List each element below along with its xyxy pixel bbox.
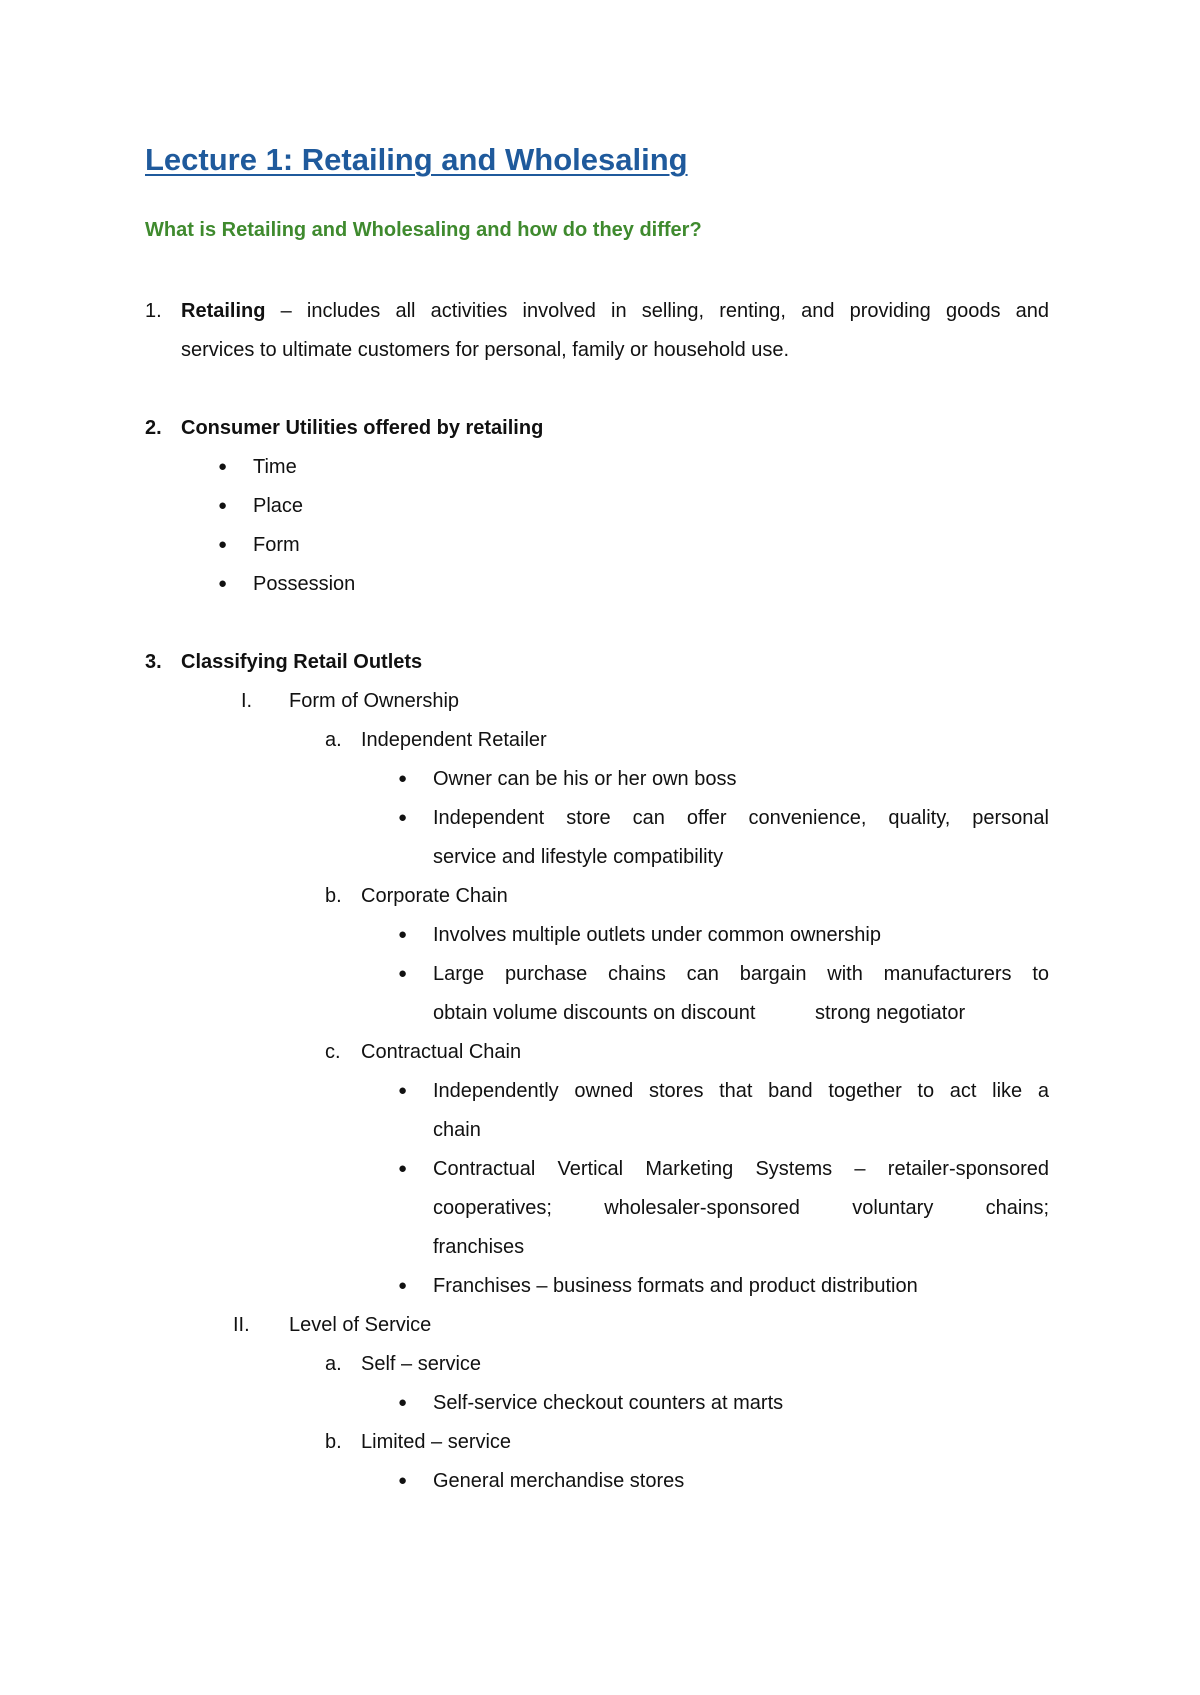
subitem-label: Limited – service [361, 1431, 512, 1453]
section2-number: 2. [145, 417, 162, 439]
roman2-label: Level of Service [289, 1314, 432, 1336]
list-item-continuation: franchises [433, 1236, 525, 1258]
section1-line1-text: – includes all activities involved in selling, renting, and providing goods and [280, 300, 1049, 322]
list-item-continuation: cooperatives; wholesaler-sponsored voluntary chains; [433, 1197, 1049, 1219]
utility-item: Place [253, 495, 304, 517]
page-title: Lecture 1: Retailing and Wholesaling [145, 142, 688, 177]
bullet-icon: ● [398, 1160, 408, 1177]
list-item-continuation: chain [433, 1119, 481, 1141]
roman1-label: Form of Ownership [289, 690, 460, 712]
roman-numeral-2: II. [233, 1314, 250, 1336]
list-item: Independent store can offer convenience, quality, personal [433, 807, 1049, 829]
bullet-icon: ● [218, 497, 228, 514]
list-item: General merchandise stores [433, 1470, 685, 1492]
list-item: Independently owned stores that band together to act like a [433, 1080, 1049, 1102]
bullet-icon: ● [398, 1472, 408, 1489]
section1-number: 1. [145, 300, 162, 322]
utility-item: Form [253, 534, 300, 556]
bullet-icon: ● [398, 809, 408, 826]
list-item: Contractual Vertical Marketing Systems – retailer-sponsored [433, 1158, 1049, 1180]
letter-b: b. [325, 885, 342, 907]
list-item: Owner can be his or her own boss [433, 768, 737, 790]
bullet-icon: ● [398, 965, 408, 982]
letter-c: c. [325, 1041, 341, 1063]
subitem-label: Independent Retailer [361, 729, 547, 751]
subitem-label: Contractual Chain [361, 1041, 522, 1063]
bullet-icon: ● [398, 926, 408, 943]
section1-line1 [181, 299, 1049, 323]
bullet-icon: ● [398, 770, 408, 787]
list-item-continuation: strong negotiator [815, 1002, 966, 1024]
section3-heading: Classifying Retail Outlets [181, 651, 423, 673]
letter-b: b. [325, 1431, 342, 1453]
letter-a: a. [325, 1353, 342, 1375]
section1-line2: services to ultimate customers for personal, family or household use. [181, 339, 790, 361]
bullet-icon: ● [398, 1394, 408, 1411]
section1-term: Retailing [181, 300, 266, 322]
bullet-icon: ● [398, 1082, 408, 1099]
subitem-label: Self – service [361, 1353, 482, 1375]
list-item: Large purchase chains can bargain with manufacturers to [433, 963, 1049, 985]
list-item-continuation: obtain volume discounts on discount [433, 1002, 756, 1024]
utility-item: Time [253, 456, 297, 478]
list-item: Self-service checkout counters at marts [433, 1392, 784, 1414]
list-item-continuation: service and lifestyle compatibility [433, 846, 724, 868]
bullet-icon: ● [218, 536, 228, 553]
subtitle-question: What is Retailing and Wholesaling and how do they differ? [145, 219, 702, 241]
bullet-icon: ● [218, 575, 228, 592]
roman-numeral-1: I. [241, 690, 253, 712]
bullet-icon: ● [398, 1277, 408, 1294]
utility-item: Possession [253, 573, 356, 595]
section3-number: 3. [145, 651, 162, 673]
letter-a: a. [325, 729, 342, 751]
list-item: Involves multiple outlets under common ownership [433, 924, 881, 946]
subitem-label: Corporate Chain [361, 885, 508, 907]
section2-heading: Consumer Utilities offered by retailing [181, 417, 544, 439]
list-item: Franchises – business formats and product distribution [433, 1275, 918, 1297]
bullet-icon: ● [218, 458, 228, 475]
